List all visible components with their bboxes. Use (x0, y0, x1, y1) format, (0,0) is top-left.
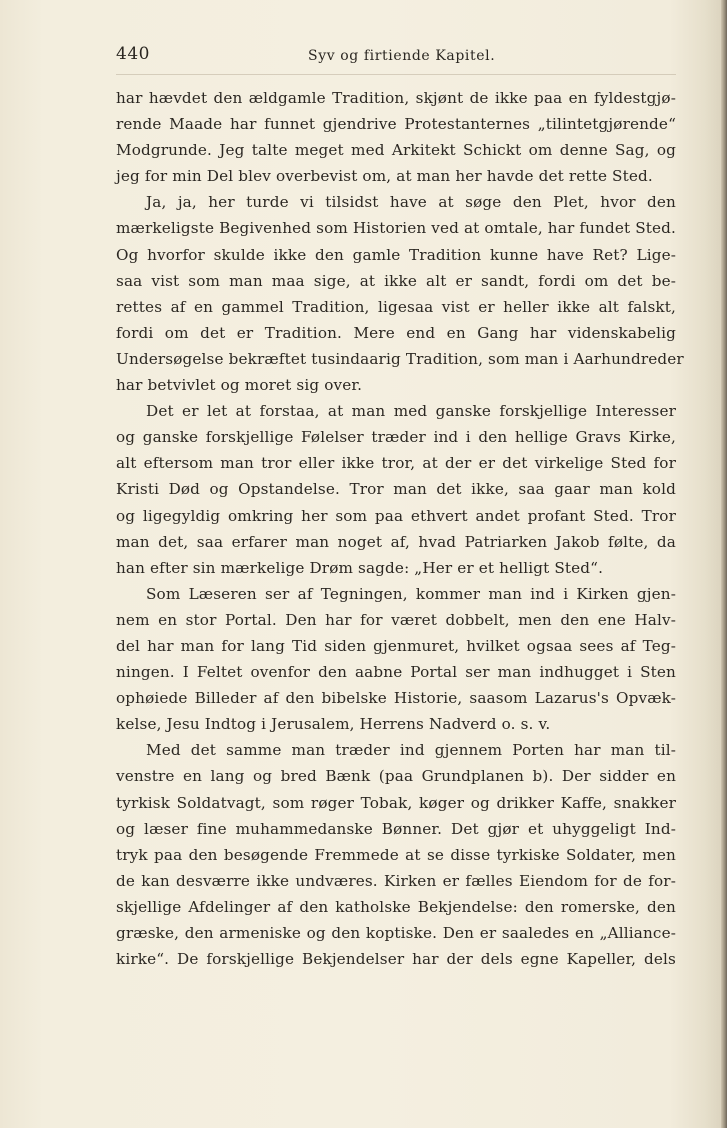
text-line: skjellige Afdelinger af den katholske Bekjendelse: den romerske, den (116, 897, 676, 916)
text-line: han efter sin mærkelige Drøm sagde: „Her er et helligt Sted“. (116, 558, 604, 577)
text-line: del har man for lang Tid siden gjenmuret, hvilket ogsaa sees af Teg- (116, 636, 676, 655)
text-line: og ganske forskjellige Følelser træder ind i den hellige Gravs Kirke, (116, 428, 676, 447)
text-line: ningen. I Feltet ovenfor den aabne Portal ser man indhugget i Sten (116, 663, 676, 682)
text-line: rettes af en gammel Tradition, ligesaa vist er heller ikke alt falskt, (116, 297, 676, 316)
text-line: rende Maade har funnet gjendrive Protestanternes „tilintetgjørende“ (116, 115, 676, 134)
text-line: tryk paa den besøgende Fremmede at se disse tyrkiske Soldater, men (116, 845, 676, 864)
page-number: 440 (116, 44, 150, 64)
running-head (116, 44, 676, 74)
text-line: Kristi Død og Opstandelse. Tror man det ikke, saa gaar man kold (116, 480, 676, 499)
text-line: mærkeligste Begivenhed som Historien ved at omtale, har fundet Sted. (116, 219, 676, 238)
text-line: Og hvorfor skulde ikke den gamle Tradition kunne have Ret? Lige- (116, 245, 676, 264)
text-line: jeg for min Del blev overbevist om, at man her havde det rette Sted. (116, 167, 653, 186)
text-line: venstre en lang og bred Bænk (paa Grundplanen b). Der sidder en (116, 767, 676, 786)
text-line: saa vist som man maa sige, at ikke alt er sandt, fordi om det be- (116, 271, 676, 290)
text-line: tyrkisk Soldatvagt, som røger Tobak, køger og drikker Kaffe, snakker (116, 793, 676, 812)
text-line: fordi om det er Tradition. Mere end en Gang har videnskabelig (116, 323, 676, 342)
paragraph-start-line: Som Læseren ser af Tegningen, kommer man ind i Kirken gjen- (146, 584, 676, 603)
text-line: Modgrunde. Jeg talte meget med Arkitekt Schickt om denne Sag, og (116, 141, 676, 160)
text-line: har betvivlet og moret sig over. (116, 376, 363, 395)
text-line: kirke“. De forskjellige Bekjendelser har der dels egne Kapeller, dels (116, 950, 676, 969)
text-line: og ligegyldig omkring her som paa ethvert andet profant Sted. Tror (116, 506, 676, 525)
text-line: alt eftersom man tror eller ikke tror, at der er det virkelige Sted for (116, 454, 676, 473)
paragraph-start-line: Med det samme man træder ind gjennem Porten har man til- (146, 741, 676, 760)
text-line: Undersøgelse bekræftet tusindaarig Tradition, som man i Aarhundreder (116, 349, 684, 368)
head-rule (116, 74, 676, 75)
text-line: de kan desværre ikke undværes. Kirken er fælles Eiendom for de for- (116, 871, 676, 890)
text-line: nem en stor Portal. Den har for været dobbelt, men den ene Halv- (116, 610, 676, 629)
text-line: har hævdet den ældgamle Tradition, skjønt de ikke paa en fyldestgjø- (116, 89, 676, 107)
text-line: kelse, Jesu Indtog i Jerusalem, Herrens Nadverd o. s. v. (116, 715, 551, 734)
text-line: man det, saa erfarer man noget af, hvad Patriarken Jakob følte, da (116, 532, 676, 551)
text-line: græske, den armeniske og den koptiske. Den er saaledes en „Alliance- (116, 924, 676, 942)
paragraph-start-line: Det er let at forstaa, at man med ganske forskjellige Interesser (146, 402, 676, 421)
paragraph-start-line: Ja, ja, her turde vi tilsidst have at søge den Plet, hvor den (146, 193, 676, 212)
page-edge (721, 0, 727, 1128)
body-text (116, 85, 684, 972)
text-line: og læser fine muhammedanske Bønner. Det gjør et uhyggeligt Ind- (116, 819, 676, 838)
chapter-title: Syv og firtiende Kapitel. (308, 48, 496, 64)
text-line: ophøiede Billeder af den bibelske Historie, saasom Lazarus's Opvæk- (116, 689, 676, 708)
